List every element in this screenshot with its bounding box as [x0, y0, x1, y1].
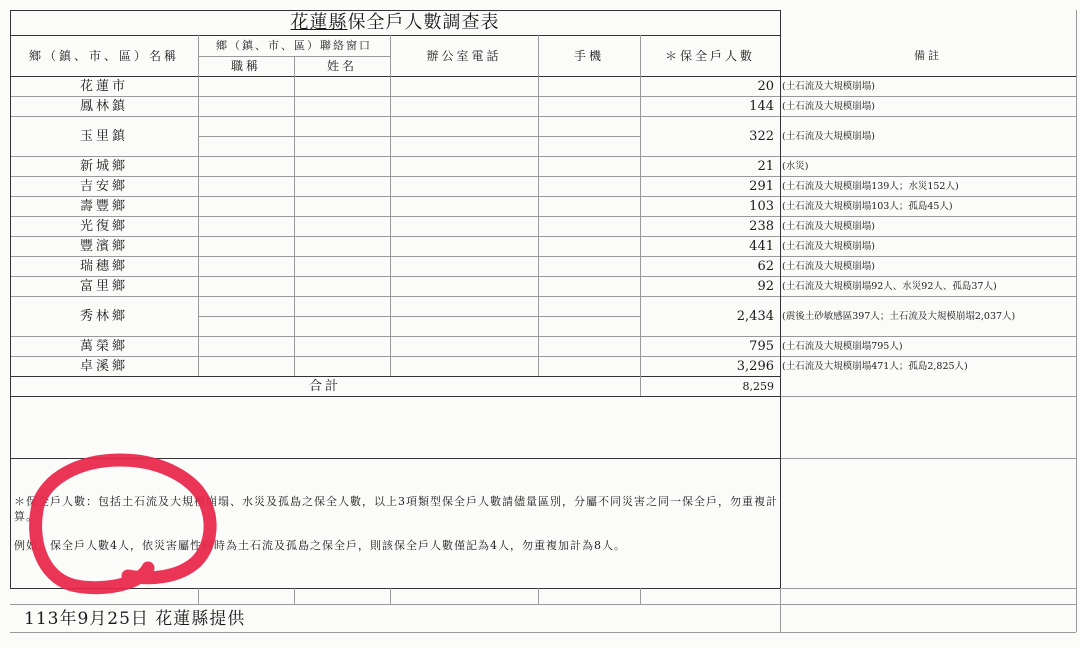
row-note: (土石流及大規模崩塌92人、水災92人、孤島37人) — [782, 281, 997, 292]
row-town: 光復鄉 — [79, 219, 128, 234]
header-mobile: 手機 — [573, 49, 604, 63]
row-note: (土石流及大規模崩塌) — [782, 131, 875, 142]
row-town: 鳳林鎮 — [79, 99, 128, 114]
row-town: 花蓮市 — [79, 79, 128, 94]
title-county: 花蓮縣 — [290, 12, 348, 33]
row-town: 富里鄉 — [79, 279, 128, 294]
row-note: (土石流及大規模崩塌) — [782, 221, 875, 232]
row-value: 21 — [757, 159, 774, 174]
row-value: 144 — [749, 99, 774, 114]
title-text: 保全戶人數調查表 — [347, 12, 500, 33]
row-town: 豐濱鄉 — [79, 239, 128, 254]
footnote-example: 例如，保全戶人數4人，依災害屬性同時為土石流及孤島之保全戶，則該保全戶人數僅記為4人，勿重複加計為8人。 — [14, 539, 626, 552]
row-value: 441 — [749, 239, 774, 254]
row-note: (土石流及大規模崩塌139人；水災152人) — [782, 181, 959, 192]
row-town: 萬榮鄉 — [79, 339, 128, 354]
header-position: 職稱 — [230, 59, 261, 73]
row-value: 20 — [757, 79, 774, 94]
row-note: (土石流及大規模崩塌) — [782, 81, 875, 92]
credit-line: 113年9月25日 花蓮縣提供 — [24, 609, 246, 629]
header-office-phone: 辦公室電話 — [426, 49, 502, 63]
row-town: 壽豐鄉 — [79, 199, 128, 214]
row-note: (水災) — [782, 161, 809, 172]
row-town: 卓溪鄉 — [79, 359, 128, 374]
row-value: 795 — [749, 339, 774, 354]
header-contact: 鄉（鎮、市、區）聯絡窗口 — [216, 39, 372, 52]
row-town: 玉里鎮 — [79, 129, 128, 144]
row-note: (土石流及大規模崩塌471人；孤島2,825人) — [782, 361, 968, 372]
row-town: 秀林鄉 — [79, 309, 128, 324]
footnote-definition: ＊保全戶人數：包括土石流及大規模崩塌、水災及孤島之保全人數，以上3項類型保全戶人數請儘量區別，分屬不同災害之同一保全戶，勿重複計算。 — [14, 495, 778, 523]
row-note: (土石流及大規模崩塌) — [782, 101, 875, 112]
row-note: (土石流及大規模崩塌103人；孤島45人) — [782, 201, 953, 212]
row-value: 238 — [749, 219, 774, 234]
row-town: 瑞穗鄉 — [79, 259, 128, 274]
row-value: 322 — [749, 129, 774, 144]
row-value: 2,434 — [736, 309, 774, 324]
row-value: 62 — [757, 259, 774, 274]
row-value: 92 — [757, 279, 774, 294]
row-note: (土石流及大規模崩塌795人) — [782, 341, 903, 352]
total-label: 合計 — [308, 379, 341, 394]
row-town: 吉安鄉 — [79, 179, 128, 194]
header-households: ＊保全戶人數 — [664, 49, 755, 63]
row-note: (土石流及大規模崩塌) — [782, 261, 875, 272]
row-value: 3,296 — [736, 359, 774, 374]
header-remarks: 備註 — [914, 49, 942, 62]
header-town: 鄉（鎮、市、區）名稱 — [28, 49, 179, 63]
row-value: 291 — [749, 179, 774, 194]
row-value: 103 — [749, 199, 774, 214]
total-value: 8,259 — [742, 380, 774, 393]
header-name: 姓名 — [326, 59, 357, 73]
row-note: (震後土砂敏感區397人；土石流及大規模崩塌2,037人) — [782, 311, 1016, 322]
row-town: 新城鄉 — [79, 159, 128, 174]
row-note: (土石流及大規模崩塌) — [782, 241, 875, 252]
